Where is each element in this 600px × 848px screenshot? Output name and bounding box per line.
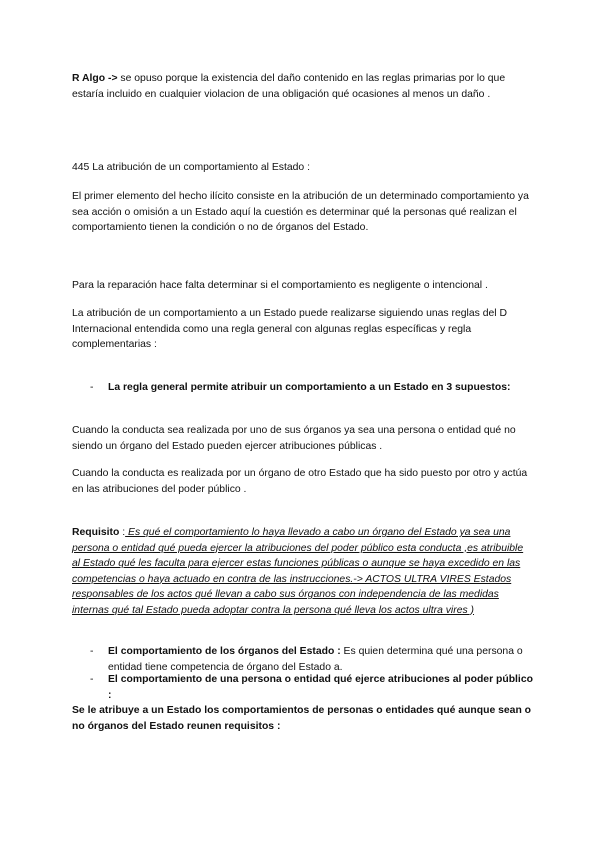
paragraph-reparacion: Para la reparación hace falta determinar si el comportamiento es negligente o intencional .	[72, 280, 488, 291]
bullet-comportamiento-organos-body: Es quien determina qué una persona o entidad tiene competencia de órgano del Estado a.	[108, 646, 523, 673]
requisito-colon: :	[122, 527, 126, 538]
bullet-comportamiento-persona-text: El comportamiento de una persona o entidad qué ejerce atribuciones al poder público :	[108, 674, 533, 701]
r-algo-label: R Algo	[72, 73, 106, 84]
arrow-symbol: ->	[107, 73, 118, 84]
bullet-dash: -	[90, 674, 94, 685]
paragraph-requisito	[72, 525, 532, 618]
paragraph-atribucion: La atribución de un comportamiento a un Estado puede realizarse siguiendo unas reglas del D Internacional entendida como una regla general con algunas reglas específicas y regla complementarias :	[72, 308, 507, 350]
bullet-dash: -	[90, 382, 94, 393]
paragraph-conducta-otro-estado: Cuando la conducta es realizada por un órgano de otro Estado que ha sido puesto por otro y actúa en las atribuciones del poder público .	[72, 468, 528, 495]
paragraph-se-le-atribuye: Se le atribuye a un Estado los comportamientos de personas o entidades qué aunque sean o no órganos del Estado reunen requisitos :	[72, 705, 532, 732]
paragraph-conducta-organos: Cuando la conducta sea realizada por uno de sus órganos ya sea una persona o entidad qué no siendo un órgano del Estado pueden ejercer atribuciones públicas .	[72, 425, 516, 452]
bullet-regla-general-text: La regla general permite atribuir un comportamiento a un Estado en 3 supuestos:	[108, 382, 511, 393]
r-algo-text: se opuso porque la existencia del daño contenido en las reglas primarias por lo que estaría incluido en cualquier violacion de una obligación qué ocasiones al menos un daño .	[72, 73, 506, 100]
section-title: 445 La atribución de un comportamiento al Estado :	[72, 162, 310, 173]
paragraph-primer-elemento: El primer elemento del hecho ilícito consiste en la atribución de un determinado comportamiento ya sea acción o omisión a un Estado aquí la cuestión es determinar qué la personas qué realizan el comportamiento tienen la condición o no de órganos del Estado.	[72, 191, 529, 233]
requisito-text: Es qué el comportamiento lo haya llevado a cabo un órgano del Estado ya sea una persona o entidad qué pueda ejercer la atribuciones del poder público esta conducta ,es atribuible al Estado qué les faculta para ejercer estas funciones públicas o aunque se haya excedido en las competencias o haya actuado en contra de las instrucciones.-> ACTOS ULTRA VIRES Estados responsables de los actos qué llevan a cabo sus órganos con independencia de las medidas internas qué tal Estado pueda adoptar contra la persona qué lleva los actos ultra vires )	[72, 527, 524, 616]
bullet-dash: -	[90, 646, 94, 657]
paragraph-r-algo	[72, 71, 532, 102]
bullet-comportamiento-organos-label: El comportamiento de los órganos del Estado :	[108, 646, 341, 657]
bullet-comportamiento-organos-text	[108, 644, 533, 675]
requisito-label: Requisito	[72, 527, 120, 538]
